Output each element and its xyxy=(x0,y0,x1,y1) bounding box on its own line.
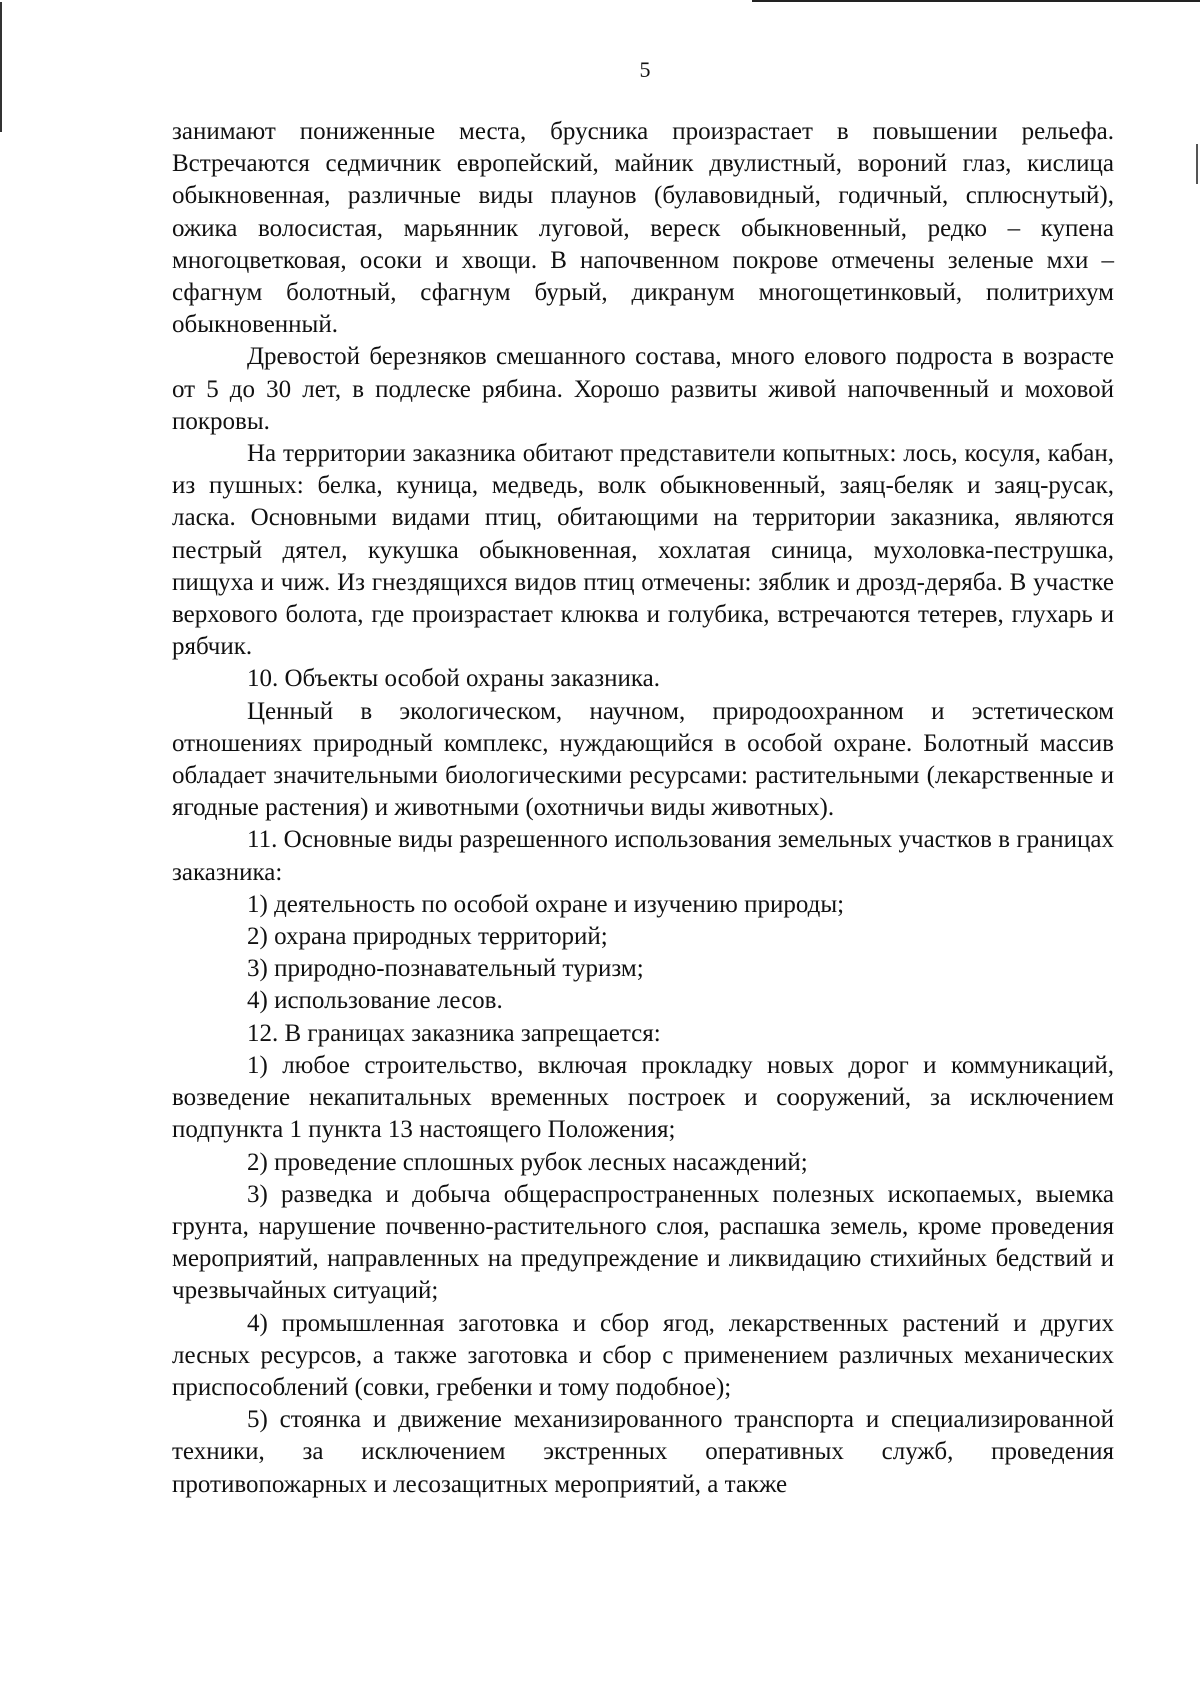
list-item: 5) стоянка и движение механизированного транспорта и специализированной техники, за исключением экстренных оперативных служб, проведения противопожарных и лесозащитных мероприятий, а также xyxy=(172,1406,1114,1498)
section-heading: 12. В границах заказника запрещается: xyxy=(247,1019,661,1047)
paragraph: Древостой березняков смешанного состава, много елового подроста в возрасте от 5 до 30 лет, в подлеске рябина. Хорошо развиты живой напочвенный и моховой покровы. xyxy=(172,343,1114,435)
list-item: 3) природно-познавательный туризм; xyxy=(247,955,644,983)
document-body xyxy=(172,116,1114,1501)
list-item: 3) разведка и добыча общераспространенных полезных ископаемых, выемка грунта, нарушение почвенно-растительного слоя, распашка земель, кроме проведения мероприятий, направленных на предупреждение и ликвидацию стихийных бедствий и чрезвычайных ситуаций; xyxy=(172,1180,1114,1305)
list-item: 4) промышленная заготовка и сбор ягод, лекарственных растений и других лесных ресурсов, а также заготовка и сбор с применением различных механических приспособлений (совки, гребенки и тому подобное); xyxy=(172,1309,1114,1401)
page-number: 5 xyxy=(639,57,651,82)
list-item: 2) проведение сплошных рубок лесных насаждений; xyxy=(247,1148,808,1176)
list-item: 1) любое строительство, включая прокладку новых дорог и коммуникаций, возведение некапитальных временных построек и сооружений, за исключением подпункта 1 пункта 13 настоящего Положения; xyxy=(172,1051,1114,1144)
section-heading: 10. Объекты особой охраны заказника. xyxy=(247,665,661,693)
list-item: 1) деятельность по особой охране и изучению природы; xyxy=(247,890,845,918)
paragraph: Ценный в экологическом, научном, природоохранном и эстетическом отношениях природный комплекс, нуждающийся в особой охране. Болотный массив обладает значительными биологическими ресурсами: растительными (лекарственные и ягодные растения) и животными (охотничьи виды животных). xyxy=(172,697,1114,822)
scan-border-right xyxy=(1196,144,1198,184)
section-heading: 11. Основные виды разрешенного использования земельных участков в границах заказника: xyxy=(172,826,1114,886)
scan-border-top xyxy=(752,0,1200,2)
paragraph: На территории заказника обитают представители копытных: лось, косуля, кабан, из пушных: белка, куница, медведь, волк обыкновенный, заяц-беляк и заяц-русак, ласка. Основными видами птиц, обитающими на территории заказника, являются пестрый дятел, кукушка обыкновенная, хохлатая синица, мухоловка-пеструшка, пищуха и чиж. Из гнездящихся видов птиц отмечены: зяблик и дрозд-деряба. В участке верхового болота, где произрастает клюква и голубика, встречаются тетерев, глухарь и рябчик. xyxy=(172,440,1114,661)
paragraph: занимают пониженные места, брусника произрастает в повышении рельефа. Встречаются седмичник европейский, майник двулистный, вороний глаз, кислица обыкновенная, различные виды плаунов (булавовидный, годичный, сплюснутый), ожика волосистая, марьянник луговой, вереск обыкновенный, редко – купена многоцветковая, осоки и хвощи. В напочвенном покрове отмечены зеленые мхи – сфагнум болотный, сфагнум бурый, дикранум многощетинковый, политрихум обыкновенный. xyxy=(172,118,1114,339)
list-item: 2) охрана природных территорий; xyxy=(247,923,608,951)
list-item: 4) использование лесов. xyxy=(247,987,503,1015)
